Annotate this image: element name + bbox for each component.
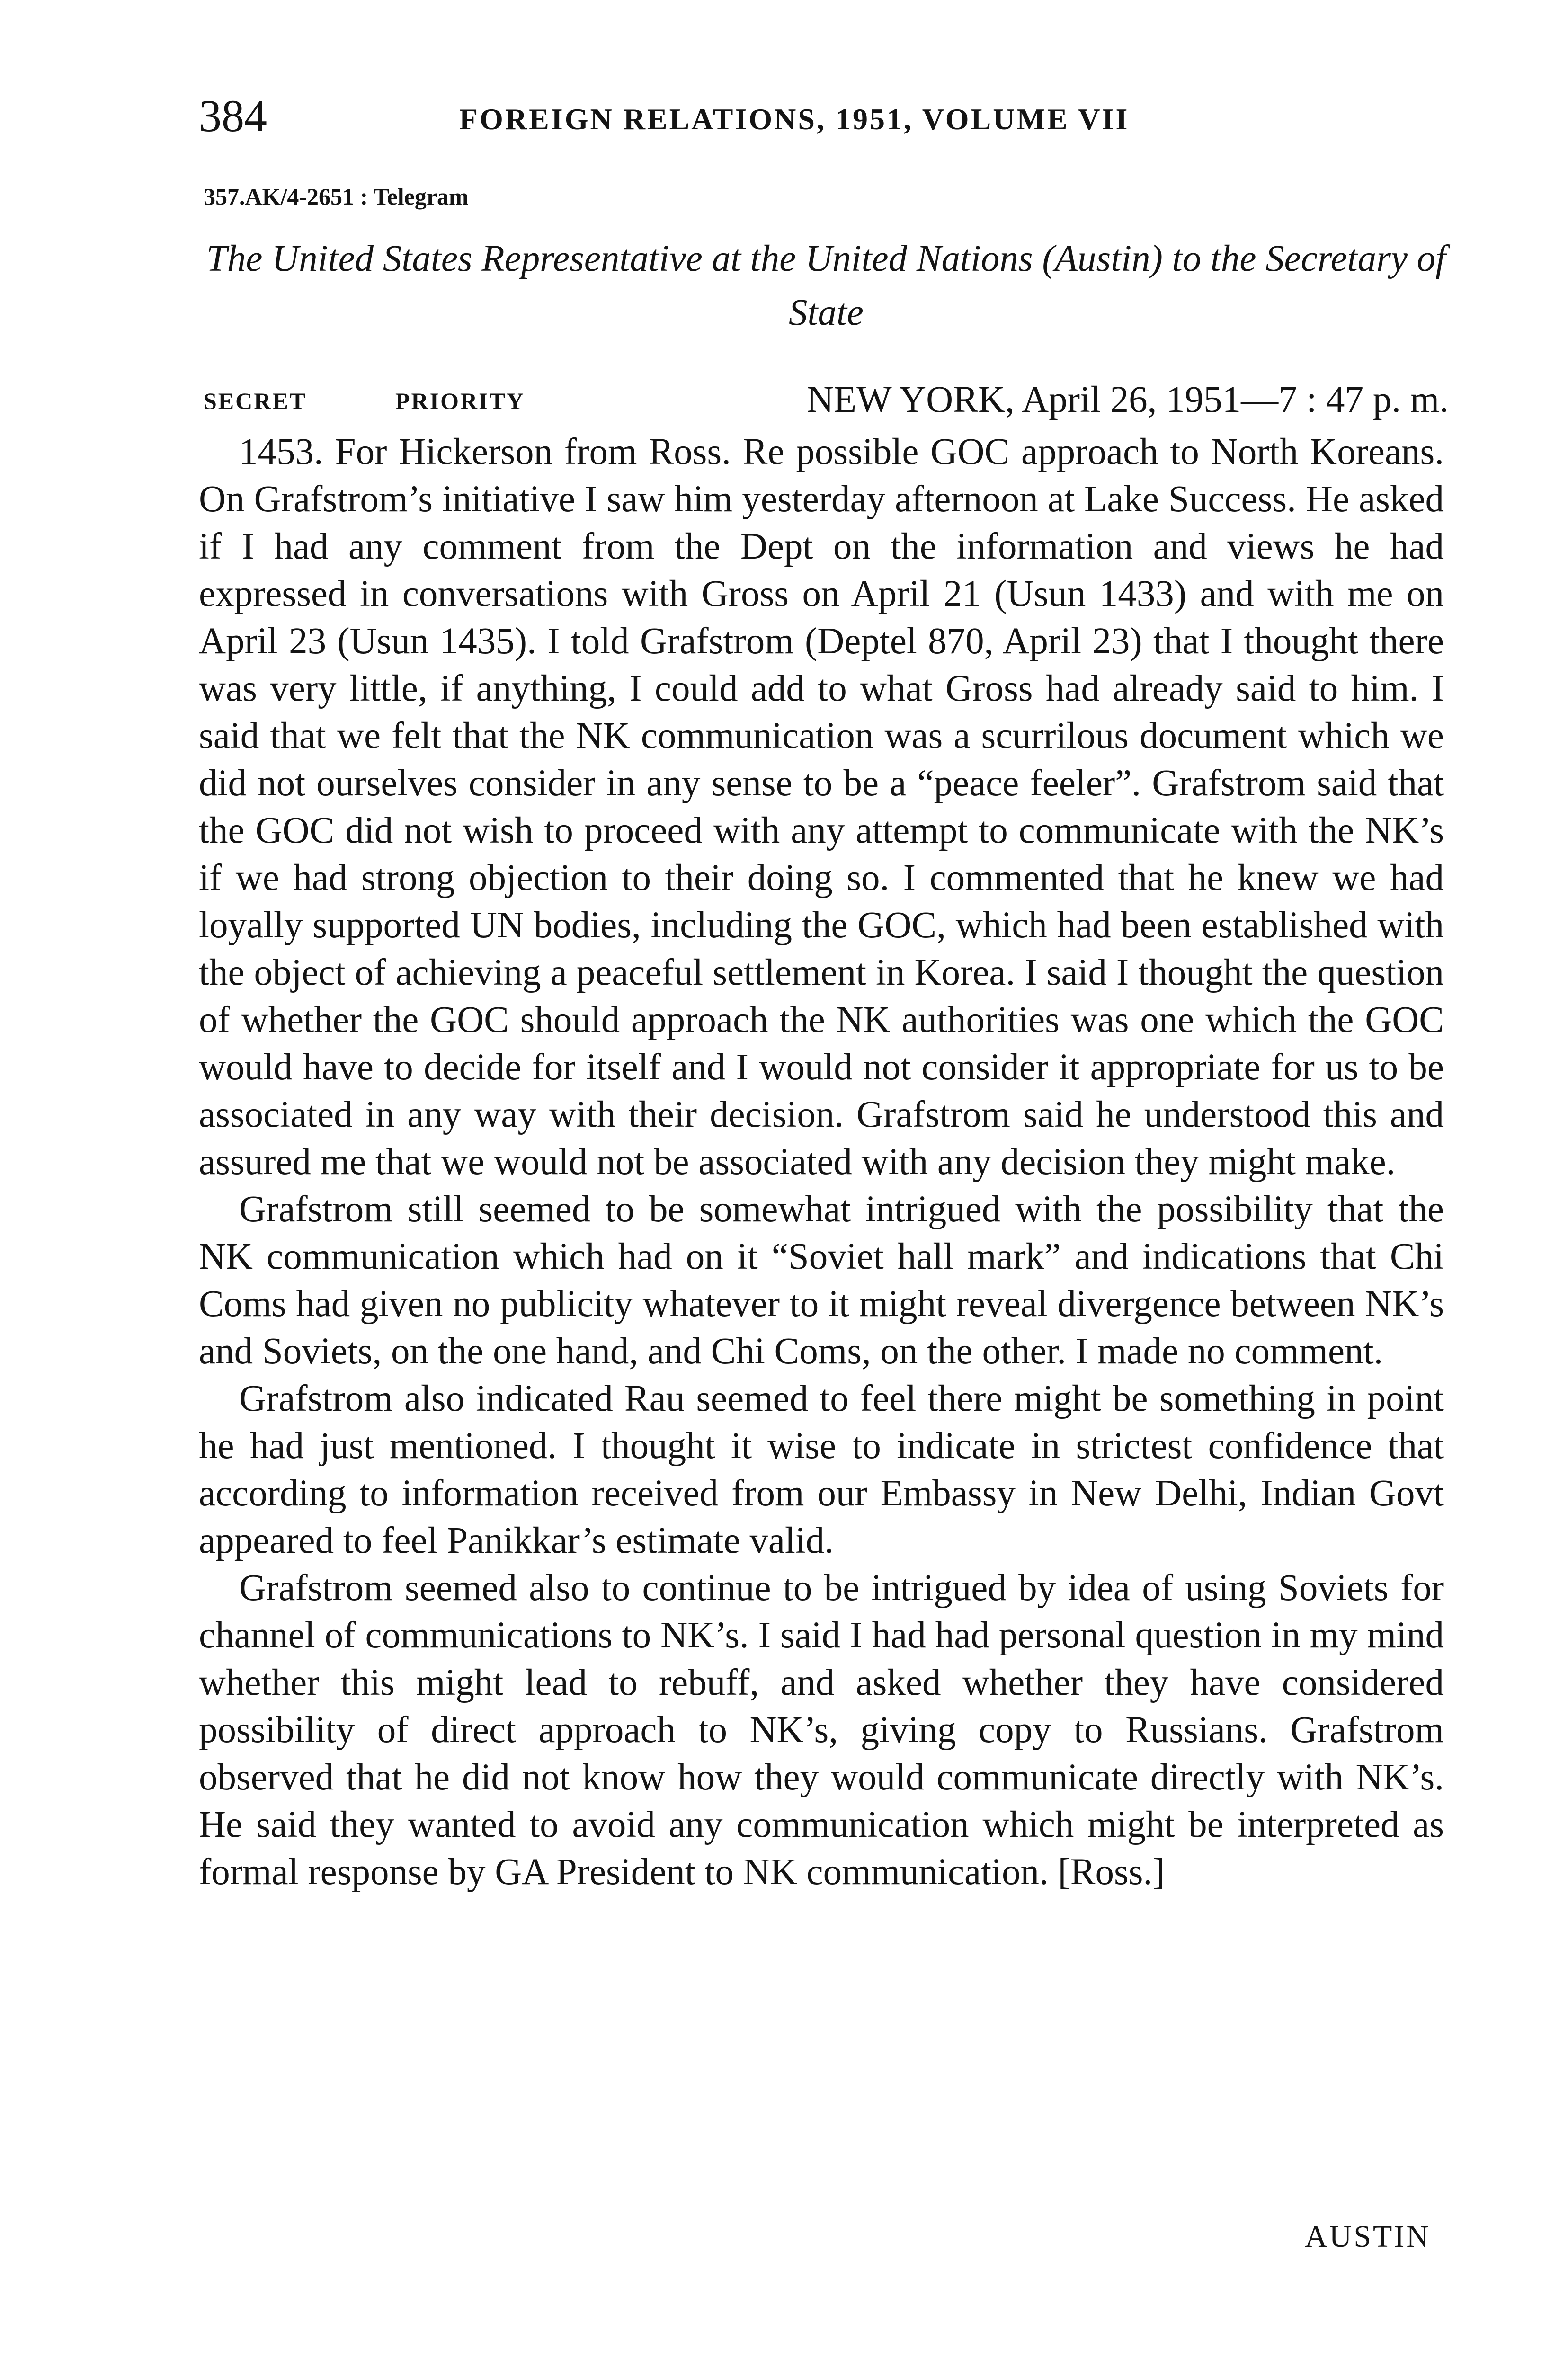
file-reference: 357.AK/4-2651 : Telegram	[204, 183, 469, 210]
running-title: FOREIGN RELATIONS, 1951, VOLUME VII	[459, 102, 1130, 136]
classification-label: SECRET	[204, 388, 307, 414]
signature: AUSTIN	[1305, 2219, 1431, 2254]
page-number: 384	[199, 90, 267, 141]
dateline: NEW YORK, April 26, 1951—7 : 47 p. m.	[806, 379, 1449, 420]
body-paragraph-3: Grafstrom also indicated Rau seemed to feel there might be something in point he had just mentioned. I thought it wise to indicate in strictest confidence that according to information received from our Embassy in New Delhi, Indian Govt appeared to feel Panikkar’s estimate valid.	[199, 1378, 1444, 1561]
body-paragraph-1: 1453. For Hickerson from Ross. Re possible GOC approach to North Koreans. On Grafstrom’s initiative I saw him yesterday afternoon at Lake Success. He asked if I had any comment from the Dept on the information and views he had expressed in conversations with Gross on April 21 (Usun 1433) and with me on April 23 (Usun 1435). I told Grafstrom (Deptel 870, April 23) that I thought there was very little, if anything, I could add to what Gross had already said to him. I said that we felt that the NK communication was a scurrilous document which we did not ourselves consider in any sense to be a “peace feeler”. Grafstrom said that the GOC did not wish to proceed with any attempt to communicate with the NK’s if we had strong objection to their doing so. I commented that he knew we had loyally supported UN bodies, including the GOC, which had been established with the object of achieving a peaceful settlement in Korea. I said I thought the question of whether the GOC should approach the NK authorities was one which the GOC would have to decide for itself and I would not consider it appropriate for us to be associated in any way with their decision. Grafstrom said he understood this and assured me that we would not be associated with any decision they might make.	[199, 431, 1444, 1183]
body-paragraph-4: Grafstrom seemed also to continue to be intrigued by idea of using Soviets for channel of communications to NK’s. I said I had had personal question in my mind whether this might lead to rebuff, and asked whether they have considered possibility of direct approach to NK’s, giving copy to Russians. Grafstrom observed that he did not know how they would communicate directly with NK’s. He said they wanted to avoid any communication which might be interpreted as formal response by GA President to NK communication. [Ross.]	[199, 1567, 1444, 1893]
telegram-header	[199, 374, 1453, 426]
telegram-body	[199, 428, 1444, 1896]
body-paragraph-2: Grafstrom still seemed to be somewhat intrigued with the possibility that the NK communication which had on it “Soviet hall mark” and indications that Chi Coms had given no publicity whatever to it might reveal divergence between NK’s and Soviets, on the one hand, and Chi Coms, on the other. I made no comment.	[199, 1189, 1444, 1372]
running-head	[199, 90, 1449, 142]
document-title: The United States Representative at the United Nations (Austin) to the Secretary of State	[206, 238, 1446, 333]
precedence-label: PRIORITY	[395, 388, 526, 414]
